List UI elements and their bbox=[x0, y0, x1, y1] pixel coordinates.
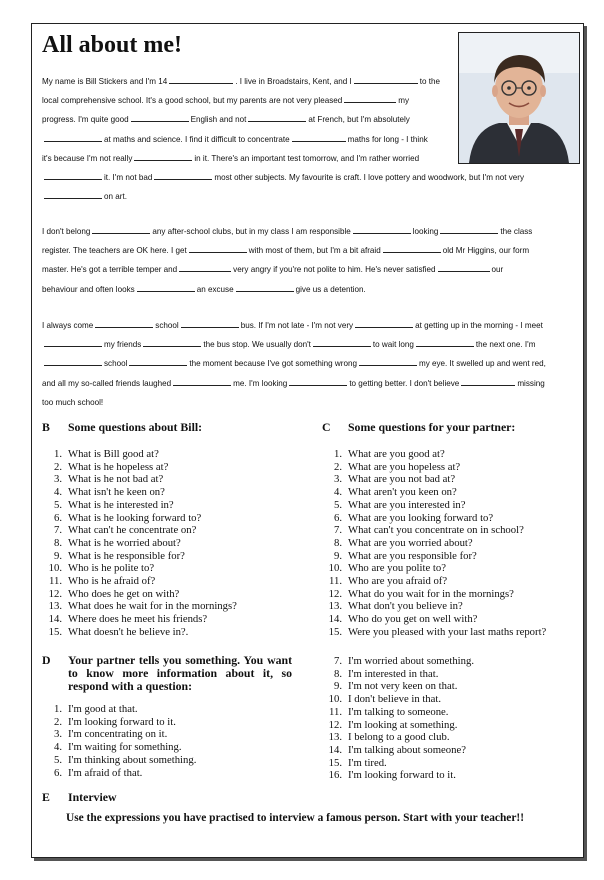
item-text: I'm looking forward to it. bbox=[68, 715, 176, 728]
item-text: What is Bill good at? bbox=[68, 448, 159, 460]
item-number: 15. bbox=[328, 756, 342, 769]
item-text: What is he looking forward to? bbox=[68, 511, 202, 524]
item-number: 4. bbox=[53, 741, 62, 754]
list-item bbox=[40, 741, 196, 754]
section-e-letter: E bbox=[42, 790, 50, 804]
text-segment: most other subjects. My favourite is craft. I love pottery and woodwork, but I'm not very bbox=[214, 172, 525, 182]
item-text: What isn't he keen on? bbox=[68, 486, 165, 499]
item-text: I'm worried about something. bbox=[348, 655, 474, 667]
text-segment: with most of them, but I'm a bit afraid bbox=[248, 246, 381, 256]
text-segment: school bbox=[104, 359, 128, 369]
item-text: Who is he polite to? bbox=[68, 562, 155, 575]
text-segment: the bus stop. We usually don't bbox=[203, 340, 311, 350]
blank-gap bbox=[179, 264, 231, 272]
item-number: 12. bbox=[48, 587, 62, 600]
item-text: What are you responsible for? bbox=[348, 549, 477, 562]
section-b-heading bbox=[42, 420, 202, 435]
text-line bbox=[42, 354, 546, 373]
text-segment: at maths and science. I find it difficult to concentrate bbox=[104, 134, 290, 144]
list-item bbox=[320, 448, 546, 461]
item-text: I'm talking about someone? bbox=[348, 743, 466, 756]
item-text: What does he wait for in the mornings? bbox=[68, 600, 237, 613]
list-item bbox=[40, 600, 237, 613]
item-number: 1. bbox=[53, 448, 62, 460]
list-item bbox=[40, 767, 196, 780]
item-number: 11. bbox=[329, 575, 342, 588]
section-e-heading bbox=[42, 790, 116, 805]
blank-gap bbox=[181, 320, 239, 328]
blank-gap bbox=[461, 378, 515, 386]
text-line bbox=[42, 149, 524, 168]
text-segment: very angry if you're not polite to him. He's never satisfied bbox=[233, 265, 436, 275]
section-b-letter: B bbox=[42, 420, 50, 434]
list-item bbox=[40, 461, 237, 474]
list-item bbox=[320, 680, 474, 693]
text-line bbox=[42, 110, 524, 129]
list-item bbox=[40, 703, 196, 716]
text-segment: and all my so-called friends laughed bbox=[42, 378, 172, 388]
item-number: 7. bbox=[333, 655, 342, 667]
text-line bbox=[42, 222, 532, 241]
section-c-list bbox=[320, 448, 546, 639]
item-text: What is he worried about? bbox=[68, 536, 181, 549]
text-segment: in it. There's an important test tomorrow, and I'm rather worried bbox=[194, 153, 420, 163]
text-segment: the moment because I've got something wrong bbox=[189, 359, 357, 369]
text-segment: it. I'm not bad bbox=[104, 172, 153, 182]
text-segment: to getting better. I don't believe bbox=[349, 378, 460, 388]
text-segment: my bbox=[398, 96, 410, 106]
text-segment: English and not bbox=[190, 115, 247, 125]
text-segment: My name is Bill Stickers and I'm 14 bbox=[42, 77, 168, 86]
blank-gap bbox=[134, 153, 192, 161]
item-number: 13. bbox=[328, 600, 342, 613]
text-segment: me. I'm looking bbox=[233, 378, 288, 388]
list-item bbox=[320, 600, 546, 613]
blank-gap bbox=[292, 134, 346, 142]
item-number: 9. bbox=[53, 549, 62, 562]
text-segment: the class bbox=[500, 227, 533, 236]
item-text: Who is he afraid of? bbox=[68, 575, 156, 588]
text-segment: any after-school clubs, but in my class I am responsible bbox=[152, 227, 351, 236]
text-line bbox=[42, 130, 524, 149]
blank-gap bbox=[154, 172, 212, 180]
item-number: 10. bbox=[48, 562, 62, 575]
text-segment: . I live in Broadstairs, Kent, and I bbox=[235, 77, 352, 86]
text-segment: maths for long - I think bbox=[347, 134, 428, 144]
list-item bbox=[320, 613, 546, 626]
list-item bbox=[40, 716, 196, 729]
item-text: What is he responsible for? bbox=[68, 549, 185, 562]
list-item bbox=[320, 719, 474, 732]
text-segment: to the bbox=[419, 77, 441, 86]
item-number: 6. bbox=[53, 511, 62, 524]
item-text: What are you looking forward to? bbox=[348, 511, 494, 524]
item-number: 1. bbox=[333, 448, 342, 460]
item-number: 12. bbox=[328, 718, 342, 731]
text-segment: register. The teachers are OK here. I get bbox=[42, 246, 187, 256]
section-b-title: Some questions about Bill: bbox=[68, 420, 203, 434]
blank-gap bbox=[169, 76, 233, 84]
text-segment: my eye. It swelled up and went red, bbox=[418, 359, 546, 369]
blank-gap bbox=[313, 339, 371, 347]
blank-gap bbox=[355, 320, 413, 328]
blank-gap bbox=[173, 378, 231, 386]
list-item bbox=[40, 562, 237, 575]
item-text: I'm thinking about something. bbox=[68, 753, 197, 766]
blank-gap bbox=[143, 339, 201, 347]
item-text: What are you good at? bbox=[348, 448, 445, 460]
section-c-heading bbox=[322, 420, 515, 435]
item-text: Who are you afraid of? bbox=[348, 575, 448, 588]
text-segment: at getting up in the morning - I meet bbox=[415, 321, 543, 330]
item-text: I'm looking at something. bbox=[348, 718, 458, 731]
item-number: 2. bbox=[333, 460, 342, 473]
item-text: Where does he meet his friends? bbox=[68, 613, 208, 626]
item-text: I'm waiting for something. bbox=[68, 741, 182, 754]
list-item bbox=[40, 613, 237, 626]
item-number: 3. bbox=[53, 728, 62, 741]
text-line bbox=[42, 316, 546, 335]
section-e-title: Interview bbox=[68, 790, 117, 804]
item-text: What are you interested in? bbox=[348, 498, 466, 511]
list-item bbox=[40, 575, 237, 588]
text-segment: to wait long bbox=[372, 340, 414, 350]
item-number: 2. bbox=[53, 715, 62, 728]
list-item bbox=[40, 473, 237, 486]
paragraph-1 bbox=[42, 72, 524, 206]
list-item bbox=[320, 486, 546, 499]
section-c-letter: C bbox=[322, 420, 331, 434]
text-segment: an excuse bbox=[196, 284, 234, 294]
item-text: Who does he get on with? bbox=[68, 587, 180, 600]
item-number: 4. bbox=[333, 486, 342, 499]
item-text: I'm not very keen on that. bbox=[348, 680, 458, 693]
list-item bbox=[40, 626, 237, 639]
item-number: 13. bbox=[48, 600, 62, 613]
item-number: 3. bbox=[53, 473, 62, 486]
list-item bbox=[40, 486, 237, 499]
item-number: 7. bbox=[53, 524, 62, 537]
text-segment: my friends bbox=[104, 340, 142, 350]
list-item bbox=[40, 524, 237, 537]
item-text: What are you not bad at? bbox=[348, 473, 456, 486]
section-d-title: Your partner tells you something. You want to know more information about it, so respond with a question: bbox=[68, 653, 292, 693]
item-number: 4. bbox=[53, 486, 62, 499]
item-text: I don't believe in that. bbox=[348, 693, 442, 706]
list-item bbox=[320, 562, 546, 575]
item-number: 11. bbox=[49, 575, 62, 588]
list-item bbox=[320, 499, 546, 512]
list-item bbox=[320, 769, 474, 782]
item-number: 10. bbox=[328, 562, 342, 575]
worksheet-title: All about me! bbox=[42, 32, 182, 58]
text-line bbox=[42, 241, 532, 260]
text-segment: our bbox=[491, 265, 504, 275]
text-line bbox=[42, 72, 524, 91]
text-segment: on art. bbox=[104, 192, 127, 202]
blank-gap bbox=[44, 172, 102, 180]
item-text: I'm good at that. bbox=[68, 703, 138, 715]
item-number: 15. bbox=[48, 625, 62, 638]
blank-gap bbox=[44, 134, 102, 142]
text-segment: it's because I'm not really bbox=[42, 153, 133, 163]
list-item bbox=[320, 655, 474, 668]
item-text: What do you wait for in the mornings? bbox=[348, 587, 514, 600]
item-text: Who are you polite to? bbox=[348, 562, 446, 575]
blank-gap bbox=[95, 320, 153, 328]
list-item bbox=[320, 512, 546, 525]
section-d-list-left bbox=[40, 703, 196, 779]
text-segment: master. He's got a terrible temper and bbox=[42, 265, 178, 275]
blank-gap bbox=[44, 339, 102, 347]
item-text: I'm talking to someone. bbox=[348, 705, 449, 718]
item-text: What are you worried about? bbox=[348, 536, 473, 549]
section-c-title: Some questions for your partner: bbox=[348, 420, 516, 434]
paragraph-2 bbox=[42, 222, 532, 299]
item-number: 12. bbox=[328, 587, 342, 600]
item-number: 8. bbox=[53, 536, 62, 549]
item-number: 9. bbox=[333, 549, 342, 562]
blank-gap bbox=[383, 245, 441, 253]
item-text: What is he hopeless at? bbox=[68, 460, 169, 473]
list-item bbox=[320, 550, 546, 563]
list-item bbox=[320, 693, 474, 706]
item-text: I belong to a good club. bbox=[348, 731, 450, 744]
list-item bbox=[320, 575, 546, 588]
item-number: 14. bbox=[328, 743, 342, 756]
paragraph-3 bbox=[42, 316, 546, 412]
list-item bbox=[320, 757, 474, 770]
item-number: 8. bbox=[333, 536, 342, 549]
item-text: I'm interested in that. bbox=[348, 667, 439, 680]
section-d-heading bbox=[42, 654, 292, 692]
list-item bbox=[40, 588, 237, 601]
item-number: 8. bbox=[333, 667, 342, 680]
list-item bbox=[320, 461, 546, 474]
worksheet-page bbox=[31, 23, 584, 858]
blank-gap bbox=[289, 378, 347, 386]
item-number: 15. bbox=[328, 625, 342, 638]
blank-gap bbox=[189, 245, 247, 253]
section-b-list bbox=[40, 448, 237, 639]
item-number: 9. bbox=[333, 680, 342, 693]
item-text: I'm tired. bbox=[348, 756, 387, 769]
section-e-instruction: Use the expressions you have practised to interview a famous person. Start with your teacher!! bbox=[66, 812, 525, 824]
item-number: 2. bbox=[53, 460, 62, 473]
list-item bbox=[40, 448, 237, 461]
text-segment: old Mr Higgins, our form bbox=[442, 246, 530, 256]
list-item bbox=[40, 728, 196, 741]
list-item bbox=[40, 512, 237, 525]
item-text: What can't he concentrate on? bbox=[68, 524, 197, 537]
list-item bbox=[320, 524, 546, 537]
text-segment: I don't belong bbox=[42, 227, 91, 236]
item-text: What is he not bad at? bbox=[68, 473, 164, 486]
item-text: Who do you get on well with? bbox=[348, 613, 478, 626]
item-text: What can't you concentrate on in school? bbox=[348, 524, 524, 537]
item-number: 6. bbox=[53, 766, 62, 779]
list-item bbox=[320, 731, 474, 744]
blank-gap bbox=[44, 358, 102, 366]
item-text: What are you hopeless at? bbox=[348, 460, 461, 473]
item-text: What doesn't he believe in?. bbox=[68, 625, 189, 638]
blank-gap bbox=[129, 358, 187, 366]
blank-gap bbox=[438, 264, 490, 272]
item-number: 6. bbox=[333, 511, 342, 524]
list-item bbox=[40, 550, 237, 563]
list-item bbox=[320, 668, 474, 681]
list-item bbox=[40, 499, 237, 512]
text-segment: bus. If I'm not late - I'm not very bbox=[240, 321, 354, 330]
text-line bbox=[42, 280, 532, 299]
list-item bbox=[320, 537, 546, 550]
item-text: I'm concentrating on it. bbox=[68, 728, 168, 741]
text-line bbox=[42, 335, 546, 354]
text-segment: at French, but I'm absolutely bbox=[308, 115, 410, 125]
text-segment: I always come bbox=[42, 321, 94, 330]
text-segment: progress. I'm quite good bbox=[42, 115, 129, 125]
blank-gap bbox=[440, 226, 498, 234]
list-item bbox=[40, 537, 237, 550]
list-item bbox=[320, 588, 546, 601]
blank-gap bbox=[353, 226, 411, 234]
item-number: 14. bbox=[328, 613, 342, 626]
text-line bbox=[42, 393, 546, 412]
item-number: 16. bbox=[328, 769, 342, 782]
text-line bbox=[42, 374, 546, 393]
text-segment: give us a detention. bbox=[295, 284, 366, 294]
text-segment: the next one. I'm bbox=[475, 340, 536, 350]
blank-gap bbox=[92, 226, 150, 234]
item-number: 13. bbox=[328, 731, 342, 744]
list-item bbox=[40, 754, 196, 767]
text-line bbox=[42, 260, 532, 279]
item-text: I'm looking forward to it. bbox=[348, 769, 456, 782]
text-segment: too much school! bbox=[42, 397, 104, 407]
blank-gap bbox=[354, 76, 418, 84]
blank-gap bbox=[344, 95, 396, 103]
item-number: 10. bbox=[328, 693, 342, 706]
item-number: 5. bbox=[53, 498, 62, 511]
item-text: Were you pleased with your last maths report? bbox=[348, 625, 547, 638]
blank-gap bbox=[137, 284, 195, 292]
blank-gap bbox=[44, 191, 102, 199]
list-item bbox=[320, 744, 474, 757]
section-d-letter: D bbox=[42, 653, 51, 667]
item-number: 5. bbox=[333, 498, 342, 511]
section-d-list-right bbox=[320, 655, 474, 782]
item-number: 14. bbox=[48, 613, 62, 626]
item-text: What don't you believe in? bbox=[348, 600, 463, 613]
item-text: What aren't you keen on? bbox=[348, 486, 457, 499]
item-number: 3. bbox=[333, 473, 342, 486]
blank-gap bbox=[359, 358, 417, 366]
item-number: 7. bbox=[333, 524, 342, 537]
text-segment: missing bbox=[517, 378, 545, 388]
list-item bbox=[320, 706, 474, 719]
text-line bbox=[42, 168, 524, 187]
text-segment: local comprehensive school. It's a good school, but my parents are not very pleased bbox=[42, 96, 343, 106]
blank-gap bbox=[131, 114, 189, 122]
blank-gap bbox=[416, 339, 474, 347]
item-number: 5. bbox=[53, 753, 62, 766]
item-text: What is he interested in? bbox=[68, 498, 174, 511]
item-number: 1. bbox=[53, 703, 62, 715]
blank-gap bbox=[236, 284, 294, 292]
item-text: I'm afraid of that. bbox=[68, 766, 143, 779]
text-segment: school bbox=[155, 321, 179, 330]
text-segment: behaviour and often looks bbox=[42, 284, 135, 294]
item-number: 11. bbox=[329, 705, 342, 718]
text-line bbox=[42, 187, 524, 206]
text-line bbox=[42, 91, 524, 110]
blank-gap bbox=[248, 114, 306, 122]
list-item bbox=[320, 473, 546, 486]
text-segment: looking bbox=[412, 227, 439, 236]
list-item bbox=[320, 626, 546, 639]
